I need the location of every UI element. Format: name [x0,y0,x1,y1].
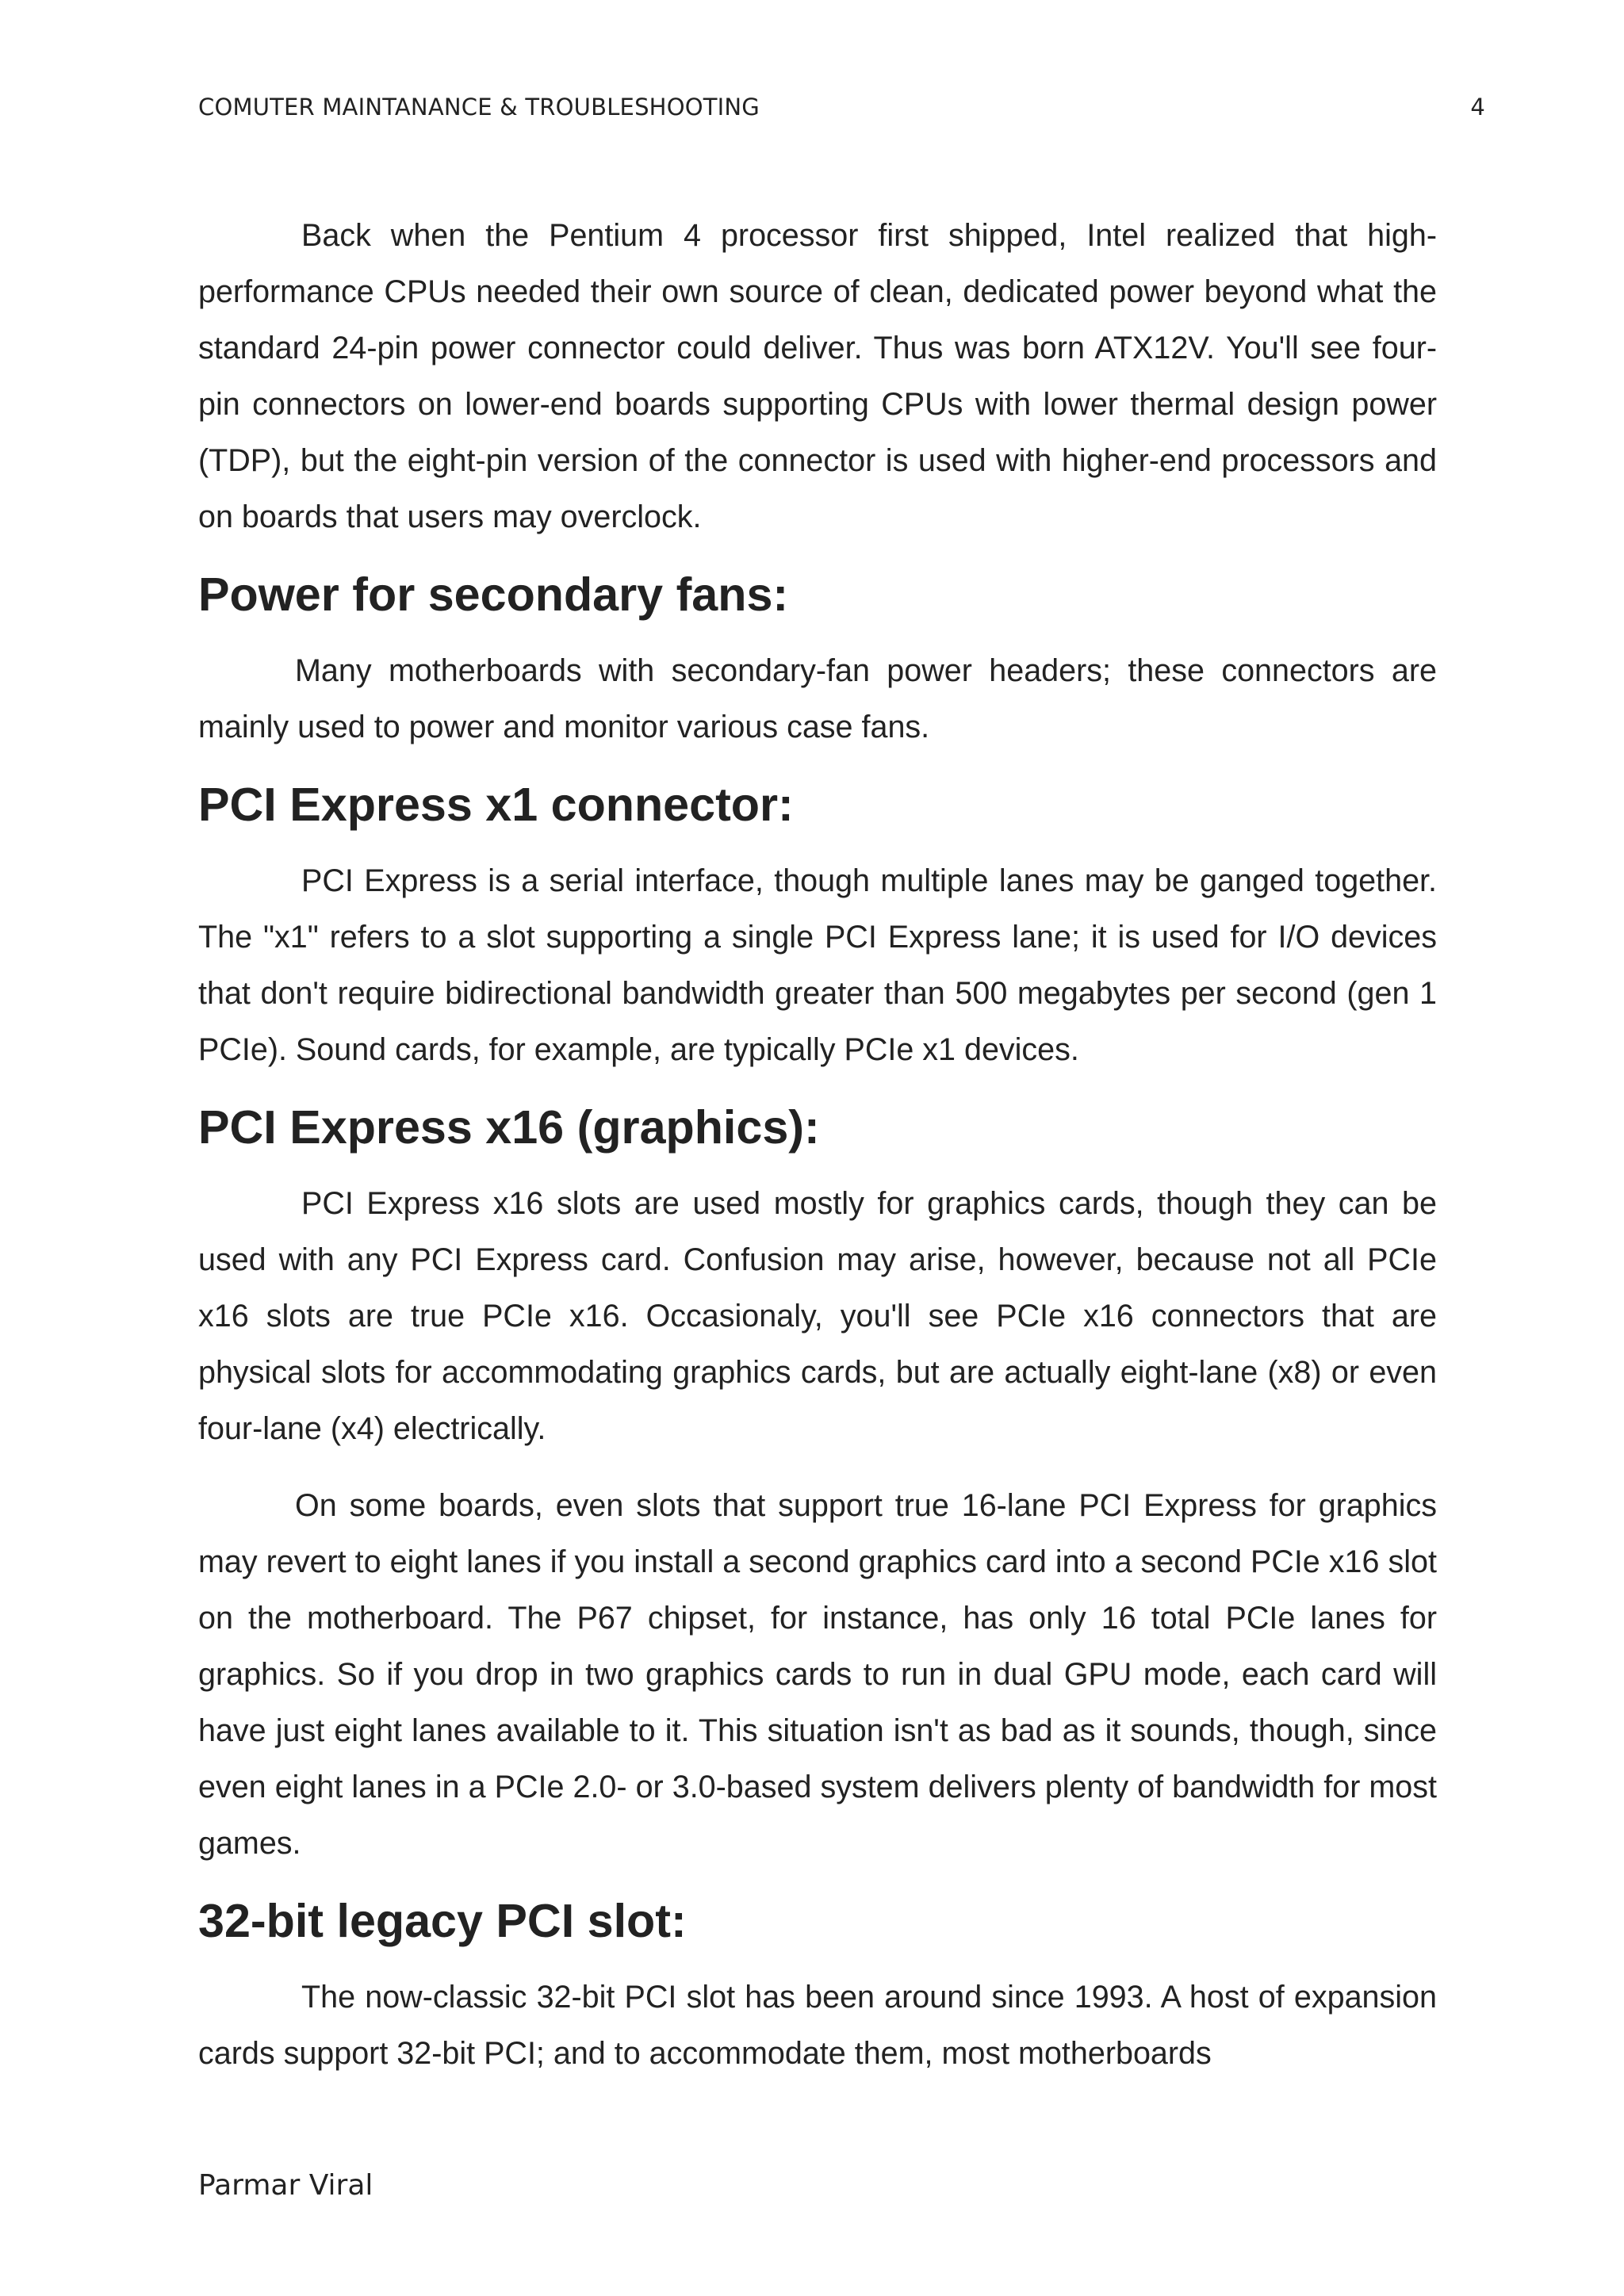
page-header [198,94,1485,133]
page-footer-author: Parmar Viral [198,2169,373,2202]
heading-pcie-x16: PCI Express x16 (graphics): [198,1100,820,1154]
paragraph-pcie-x1: PCI Express is a serial interface, though multiple lanes may be ganged together. The "x1" refers to a slot supporting a single PCI Express lane; it is used for I/O devices that don't require bidirectional bandwidth greater than 500 megabytes per second (gen 1 PCIe). Sound cards, for example, are typically PCIe x1 devices. [198,863,1437,1067]
paragraph-secondary-fans: Many motherboards with secondary-fan power headers; these connectors are mainly used to power and monitor various case fans. [198,653,1437,744]
paragraph-legacy-pci: The now-classic 32-bit PCI slot has been around since 1993. A host of expansion cards support 32-bit PCI; and to accommodate them, most motherboards [198,1980,1437,2071]
document-title: COMUTER MAINTANANCE & TROUBLESHOOTING [198,94,760,121]
paragraph-atx12v: Back when the Pentium 4 processor first shipped, Intel realized that high-performance CPUs needed their own source of clean, dedicated power beyond what the standard 24-pin power connector could deliver. Thus was born ATX12V. You'll see four-pin connectors on lower-end boards supporting CPUs with lower thermal design power (TDP), but the eight-pin version of the connector is used with higher-end processors and on boards that users may overclock. [198,218,1437,534]
heading-legacy-pci: 32-bit legacy PCI slot: [198,1894,687,1947]
heading-secondary-fans: Power for secondary fans: [198,568,789,621]
paragraph-pcie-x16-lanes: On some boards, even slots that support true 16-lane PCI Express for graphics may revert to eight lanes if you install a second graphics card into a second PCIe x16 slot on the motherboard. The P67 chipset, for instance, has only 16 total PCIe lanes for graphics. So if you drop in two graphics cards to run in dual GPU mode, each card will have just eight lanes available to it. This situation isn't as bad as it sounds, though, since even eight lanes in a PCIe 2.0- or 3.0-based system delivers plenty of bandwidth for most games. [198,1488,1437,1861]
page-body [198,208,1437,2082]
heading-pcie-x1: PCI Express x1 connector: [198,778,794,831]
paragraph-pcie-x16: PCI Express x16 slots are used mostly for graphics cards, though they can be used with any PCI Express card. Confusion may arise, however, because not all PCIe x16 slots are true PCIe x16. Occasionaly, you'll see PCIe x16 connectors that are physical slots for accommodating graphics cards, but are actually eight-lane (x8) or even four-lane (x4) electrically. [198,1186,1437,1446]
page-number: 4 [1470,94,1485,121]
